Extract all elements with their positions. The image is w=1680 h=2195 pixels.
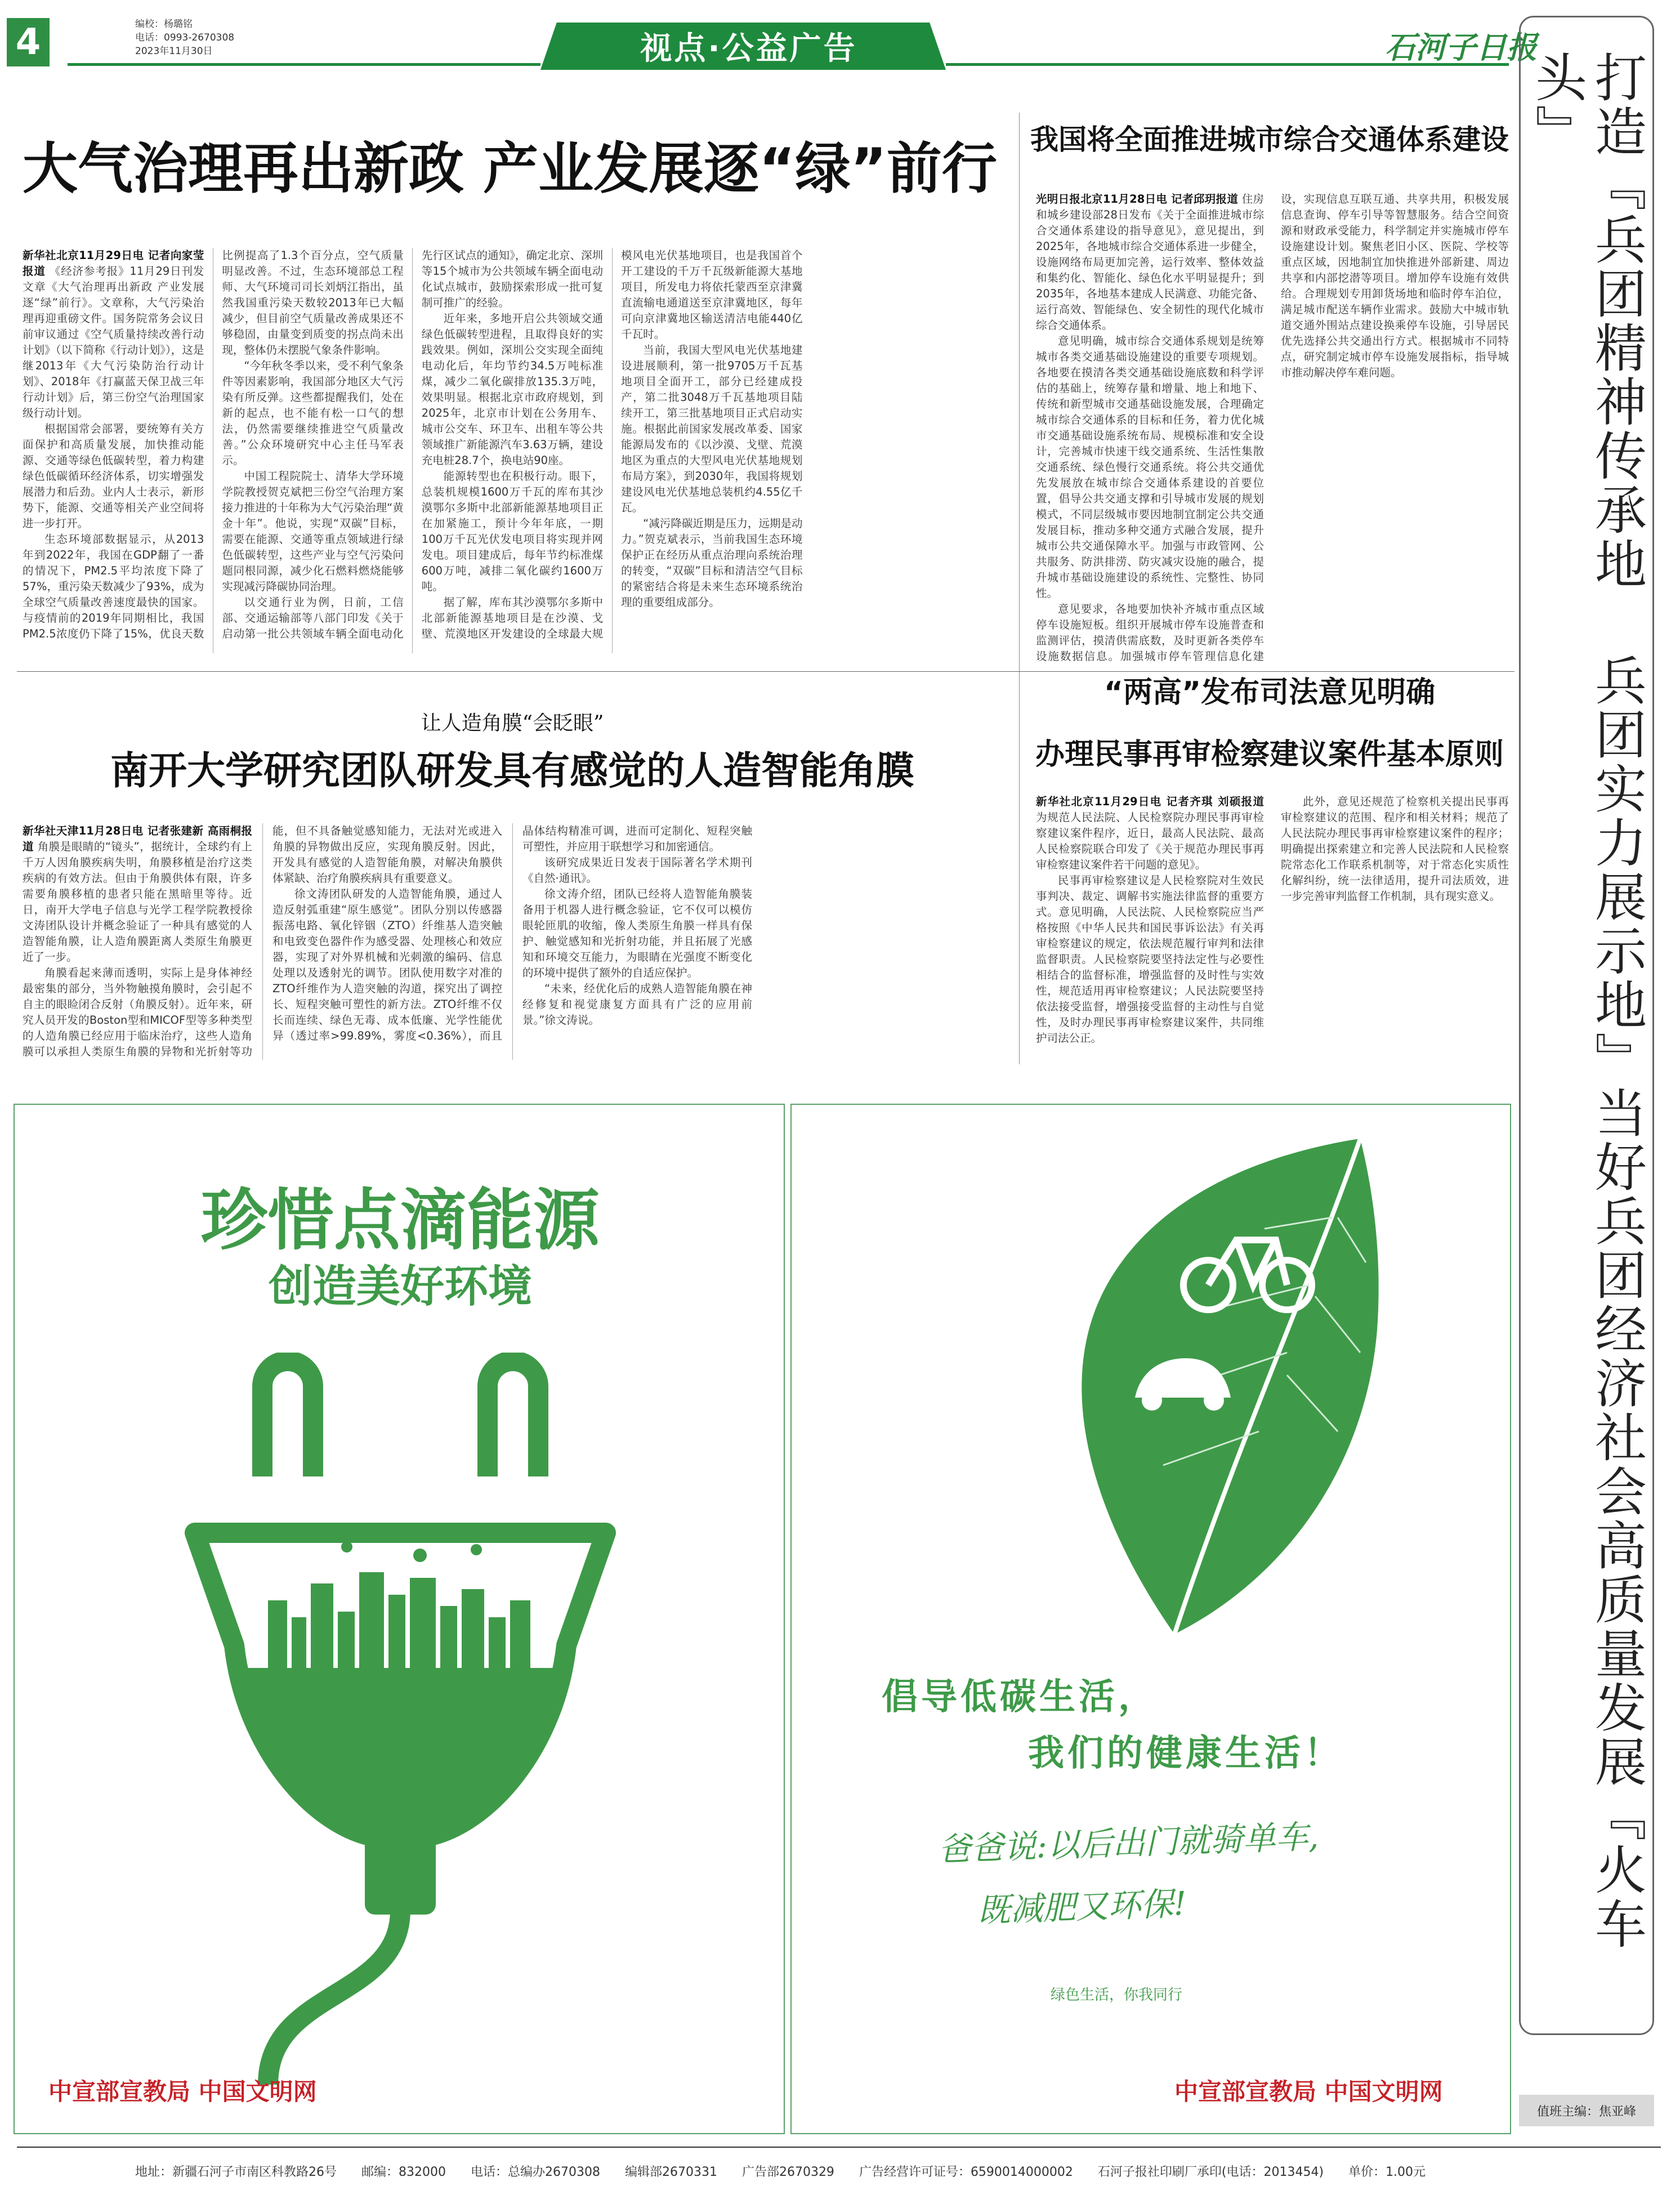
energy-ad-subtitle: 创造美好环境 (268, 1261, 532, 1312)
article3-paragraph: “未来，经优化后的成熟人造智能角膜在神经修复和视觉康复方面具有广泛的应用前景。”徐文涛说。 (522, 982, 752, 1027)
article4-paragraph: 此外，意见还规范了检察机关提出民事再审检察建议的范围、程序和相关材料；规范了人民法院办理民事再审检察建议案件的程序；明确提出探索建立和完善人民法院和人民检察院常态化工作联系机制等，对于常态化实质性化解纠纷，统一法律适用，提升司法质效，进一步完善审判监督工作机制，具有现实意义。 (1281, 795, 1509, 903)
footer-license: 广告经营许可证号：6590014000002 (859, 2165, 1073, 2179)
footer-address: 地址：新疆石河子市南区科教路26号 (135, 2165, 337, 2179)
article4-body (1036, 794, 1509, 1064)
low-carbon-ad-tagline: 绿色生活，你我同行 (1051, 1987, 1183, 2004)
article3-kicker: 让人造角膜“会眨眼” (421, 712, 604, 735)
duty-editor: 值班主编：焦亚峰 (1519, 2095, 1654, 2126)
slogan-text: 打造『兵团精神传承地 兵团实力展示地』当好兵团经济社会高质量发展『火车头』 (1527, 51, 1647, 1951)
article1-paragraph: 根据国常会部署，要统筹有关方面保护和高质量发展，加快推动能源、交通等绿色低碳转型，着力构建绿色低碳循环经济体系，切实增强发展潜力和后劲。业内人士表示，新形势下，能源、交通等相关产业空间将进一步打开。 (23, 422, 204, 530)
issue-date: 2023年11月30日 (135, 46, 213, 57)
article1-paragraph: “减污降碳近期是压力，远期是动力。”贺克斌表示，当前我国生态环境保护正在经历从重点治理向系统治理的转变，“双碳”目标和清洁空气目标的紧密结合将是未来生态环境系统治理的重要组成部分。 (621, 517, 803, 609)
newspaper-logo: 石河子日报 (1385, 29, 1537, 65)
low-carbon-ad-slogan2: 我们的健康生活！ (1028, 1733, 1343, 1774)
article3-paragraph: 徐文涛介绍，团队已经将人造智能角膜装备用于机器人进行概念验证，它不仅可以模仿眼轮匝肌的收缩，像人类原生角膜一样具有保护、触觉感知和光折射功能，并且拓展了光感知和环境交互能力，为眼睛在光强度不断变化的环境中提供了额外的自适应保护。 (522, 887, 752, 979)
column-divider (1019, 676, 1020, 1064)
article3-paragraph: 角膜是眼睛的“镜头”，据统计，全球约有上千万人因角膜疾病失明，角膜移植是治疗这类疾病的有效方法。但由于角膜供体有限，许多需要角膜移植的患者只能在黑暗里等待。近日，南开大学电子信息与光学工程学院教授徐文涛团队设计并概念验证了一种具有感觉的人造智能角膜，让人造角膜距离人类原生角膜更近了一步。 (23, 840, 252, 963)
article2-paragraph: 意见明确，城市综合交通体系规划是统筹城市各类交通基础设施建设的重要专项规划。各地要在摸清各类交通基础设施底数和科学评估的基础上，统筹存量和增量、地上和地下、传统和新型城市交通基础设施发展，合理确定城市综合交通体系的目标和任务，着力优化城市交通基础设施系统布局、规模标准和安全设计，完善城市快速干线交通系统、生活性集散交通系统、绿色慢行交通系统。将公共交通优先发展放在城市综合交通体系建设的首要位置，倡导公共交通支撑和引导城市发展的规划模式，不同层级城市要因地制宜制定公共交通发展目标，推动多种交通方式融合发展，提升城市公共交通保障水平。加强与市政管网、公共服务、防洪排涝、防灾减灾设施的融合，提升城市基础设施建设的系统性、完整性、协同性。 (1036, 334, 1264, 600)
footer-ads: 广告部2670329 (741, 2165, 834, 2179)
column-divider (1019, 113, 1020, 676)
footer (0, 2157, 1680, 2185)
article4-paragraph: 民事再审检察建议是人民检察院对生效民事判决、裁定、调解书实施法律监督的重要方式。意见明确，人民法院、人民检察院应当严格按照《中华人民共和国民事诉讼法》有关再审检察建议的规定，依法规范履行审判和法律监督职责。人民检察院要坚持法定性与必要性相结合的监督标准，增强监督的及时性与实效性，规范适用再审检察建议；人民法院要坚持依法接受监督，增强接受监督的主动性与自觉性，及时办理民事再审检察建议案件，共同维护司法公正。 (1036, 874, 1264, 1045)
page-number: 4 (7, 18, 50, 66)
energy-ad-sponsor: 中宣部宣教局 中国文明网 (48, 2078, 317, 2105)
footer-printer: 石河子报社印刷厂承印(电话：2013454) (1097, 2165, 1324, 2179)
article2-paragraph: 意见要求，各地要加快补齐城市重点区域停车设施短板。组织开展城市停车设施普查和监测评估，摸清供需底数，及时更新各类停车设施数据信息。加强城市停车管理信息化建设，实现信息互联互通、共享共用，积极发展信息查询、停车引导等智慧服务。结合空间资源和财政承受能力，科学制定并实施城市停车设施建设计划。聚焦老旧小区、医院、学校等重点区域，因地制宜加快推进外部新建、周边共享和内部挖潜等项目。增加停车设施有效供给。合理规划专用卸货场地和临时停车泊位，满足城市配送车辆作业需求。鼓励大中城市轨道交通外围站点建设换乘停车设施，引导居民优先选择公共交通出行方式。根据城市不同特点，研究制定城市停车设施发展指标，指导城市推动解决停车难问题。 (1036, 193, 1509, 663)
low-carbon-ad-script1: 爸爸说:以后出门就骑单车, (937, 1817, 1320, 1869)
editor-phone: 电话：0993-2670308 (135, 32, 235, 43)
footer-rule (17, 2147, 1661, 2148)
article3-body (23, 823, 1002, 1060)
article1-paragraph: 以交通行业为例，日前，工信部、交通运输部等八部门印发《关于启动第一批公共领域车辆全面电动化先行区试点的通知》，确定北京、深圳等15个城市为公共领域车辆全面电动化试点城市，鼓励探索形成一批可复制可推广的经验。 (222, 249, 604, 640)
footer-editorial: 编辑部2670331 (624, 2165, 717, 2179)
article2-paragraph: 住房和城乡建设部28日发布《关于全面推进城市综合交通体系建设的指导意见》，意见提出，到2025年，各地城市综合交通体系进一步健全，设施网络布局更加完善，运行效率、整体效益和集约化、智能化、绿色化水平明显提升；到2035年，各地基本建成人民满意、功能完备、运行高效、智能绿色、安全韧性的现代化城市综合交通体系。 (1036, 193, 1264, 332)
section-divider (17, 671, 1514, 672)
article2-title: 我国将全面推进城市综合交通体系建设 (1030, 123, 1509, 156)
footer-postcode: 邮编：832000 (361, 2165, 446, 2179)
article1-paragraph: 《经济参考报》11月29日刊发文章《大气治理再出新政 产业发展逐“绿”前行》。文章称，大气污染治理再迎重磅文件。国务院常务会议日前审议通过《空气质量持续改善行动计划》（以下简称《行动计划》），这是继2013年《大气污染防治行动计划》、2018年《打赢蓝天保卫战三年行动计划》后，第三份空气治理国家级行动计划。 (23, 265, 204, 420)
article4-title-line2: 办理民事再审检察建议案件基本原则 (1035, 738, 1504, 771)
low-carbon-ad-script2: 既减肥又环保! (977, 1884, 1187, 1930)
low-carbon-ad (790, 1104, 1511, 2134)
article1-byline: 新华社北京11月29日电 记者向家莹报道 (23, 249, 204, 278)
article1-paragraph: 生态环境部数据显示，从2013年到2022年，我国在GDP翻了一番的情况下，PM2.5平均浓度下降了57%，重污染天数减少了93%，成为全球空气质量改善速度最快的国家。与疫情前的2019年同期相比，我国PM2.5浓度仍下降了15%，优良天数比例提高了1.3个百分点，空气质量明显改善。不过，生态环境部总工程师、大气环境司司长刘炳江指出，虽然我国重污染天数较2013年已大幅减少，但目前空气质量改善成果还不够稳固，由量变到质变的拐点尚未出现，整体仍未摆脱气象条件影响。 (23, 249, 404, 640)
article1-paragraph: 近年来，多地开启公共领域交通绿色低碳转型进程，且取得良好的实践效果。例如，深圳公交实现全面纯电动化后，年均节约34.5万吨标准煤，减少二氧化碳排放135.3万吨，效果明显。根据北京市政府规划，到2025年，北京市计划在公务用车、城市公交车、环卫车、出租车等公共领域推广新能源汽车3.63万辆，建设充电桩28.7个，换电站90座。 (421, 312, 604, 467)
footer-price: 单价：1.00元 (1348, 2165, 1426, 2179)
article1-paragraph: 能源转型也在积极行动。眼下，总装机规模1600万千瓦的库布其沙漠鄂尔多斯中北部新能源基地项目正在加紧施工，预计今年年底，一期100万千瓦光伏发电项目将实现并网发电。项目建成后，每年节约标准煤600万吨，减排二氧化碳约1600万吨。 (421, 470, 604, 593)
article1-body (23, 248, 1002, 653)
article1-paragraph: 据了解，库布其沙漠鄂尔多斯中北部新能源基地项目是在沙漠、戈壁、荒漠地区开发建设的全球最大规模风电光伏基地项目，也是我国首个开工建设的千万千瓦级新能源大基地项目，所发电力将依托蒙西至京津冀直流输电通道送至京津冀地区，每年可向京津冀地区输送清洁电能440亿千瓦时。 (421, 249, 803, 640)
article2-body (1036, 191, 1509, 676)
section-title: 视点·公益广告 (640, 30, 857, 67)
footer-phone: 电话：总编办2670308 (470, 2165, 600, 2179)
article3-paragraph: 该研究成果近日发表于国际著名学术期刊《自然·通讯》。 (522, 856, 752, 885)
power-plug-icon (82, 1353, 718, 2085)
article3-title: 南开大学研究团队研发具有感觉的人造智能角膜 (110, 749, 914, 793)
green-leaf-icon (994, 1116, 1388, 1679)
low-carbon-ad-sponsor: 中宣部宣教局 中国文明网 (1174, 2078, 1443, 2105)
article1-paragraph: “今年秋冬季以来，受不利气象条件等因素影响，我国部分地区大气污染有所反弹。这些都提醒我们，处在新的起点，也不能有松一口气的想法，仍然需要继续推进空气质量改善。”公众环境研究中心主任马军表示。 (222, 359, 404, 467)
city-skyline-icon (268, 1541, 530, 1668)
header-rule-left (68, 63, 540, 66)
article4-paragraph: 为规范人民法院、人民检察院办理民事再审检察建议案件程序，近日，最高人民法院、最高人民检察院联合印发了《关于规范办理民事再审检察建议案件若干问题的意见》。 (1036, 811, 1264, 871)
article3-paragraph: 徐文涛团队研发的人造智能角膜，通过人造反射弧重建“原生感觉”。团队分别以传感器振荡电路、氧化锌铟（ZTO）纤维基人造突触和电致变色器件作为感受器、处理核心和效应器，实现了对外界机械和光刺激的编码、信息处理以及透射光的调节。团队使用数字对准的ZTO纤维作为人造突触的沟道，探究出了调控长、短程突触可塑性的新方法。ZTO纤维不仅长而连续、绿色无毒、成本低廉、光学性能优异（透过率>99.89%，雾度<0.36%），而且晶体结构精准可调，进而可定制化、短程突触可塑性，并应用于联想学习和加密通信。 (272, 824, 752, 1042)
editor-name: 编校：杨璐铭 (135, 19, 193, 30)
energy-ad-title: 珍惜点滴能源 (200, 1181, 600, 1259)
article1-title: 大气治理再出新政 产业发展逐“绿”前行 (23, 137, 997, 201)
article3-paragraph: 角膜看起来薄而透明，实际上是身体神经最密集的部分，当外物触摸角膜时，会引起不自主的眼睑闭合反射（角膜反射）。近年来，研究人员开发的Boston型和MICOF型等多种类型的人造角膜已经应用于临床治疗，这些人造角膜可以承担人类原生角膜的异物和光折射等功能，但不具备触觉感知能力，无法对光或进入角膜的异物做出反应，实现角膜反射。因此，开发具有感觉的人造智能角膜，对解决角膜供体紧缺、治疗角膜疾病具有重要意义。 (23, 824, 502, 1058)
article2-byline: 光明日报北京11月28日电 记者邱玥报道 (1036, 193, 1239, 206)
article1-paragraph: 当前，我国大型风电光伏基地建设进展顺利，第一批9705万千瓦基地项目全面开工，部分已经建成投产，第二批3048万千瓦基地项目陆续开工，第三批基地项目正式启动实施。根据此前国家发展改革委、国家能源局发布的《以沙漠、戈壁、荒漠地区为重点的大型风电光伏基地规划布局方案》，到2030年，我国将规划建设风电光伏基地总装机约4.55亿千瓦。 (621, 343, 803, 514)
article1-paragraph: 中国工程院院士、清华大学环境学院教授贺克斌把三份空气治理方案接力推进的十年称为大气污染治理“黄金十年”。他说，实现“双碳”目标，需要在能源、交通等重点领域进行绿色低碳转型，这些产业与空气污染问题同根同源，减少化石燃料燃烧能够实现减污降碳协同治理。 (222, 470, 404, 593)
article4-byline: 新华社北京11月29日电 记者齐琪 刘硕报道 (1036, 795, 1264, 808)
article3-byline: 新华社天津11月28日电 记者张建新 高雨桐报道 (23, 824, 252, 853)
energy-ad (14, 1104, 785, 2134)
low-carbon-ad-slogan1: 倡导低碳生活， (882, 1676, 1158, 1718)
article4-title-line1: “两高”发布司法意见明确 (1103, 676, 1436, 710)
